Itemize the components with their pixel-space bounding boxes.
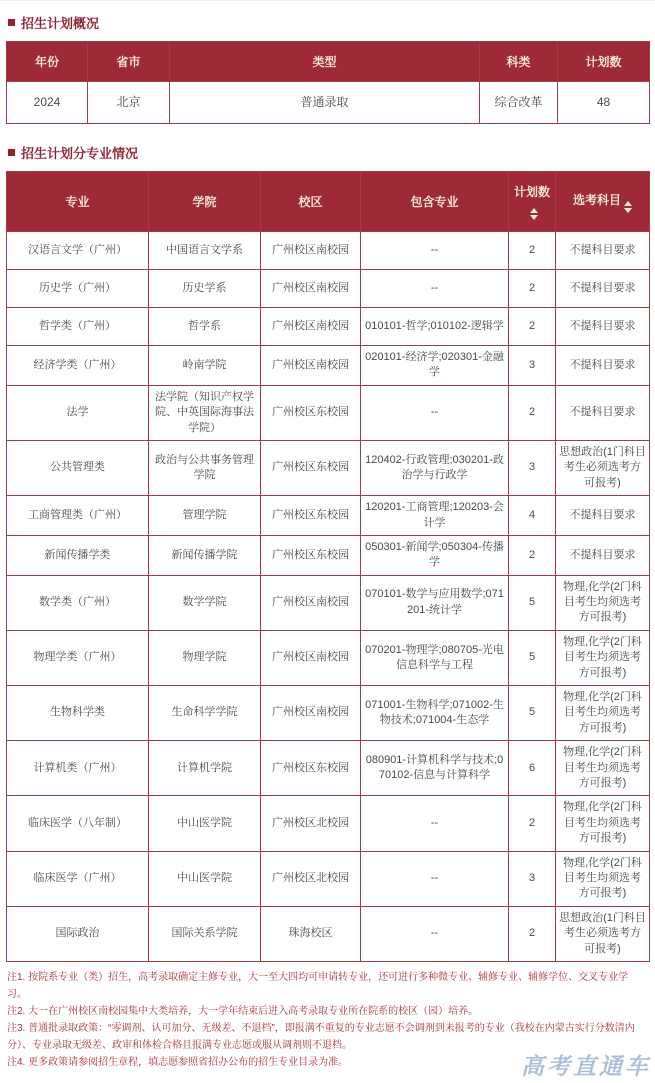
table-cell: 生物科学类: [7, 686, 149, 741]
table-row: [7, 851, 650, 906]
table-cell: 广州校区南校园: [261, 575, 361, 630]
table-cell: 思想政治(1门科目考生必须选考方可报考): [556, 906, 650, 961]
table-row: [7, 346, 650, 386]
table-cell: 广州校区北校园: [261, 796, 361, 851]
table-cell: 广州校区南校园: [261, 686, 361, 741]
footnote-4: 注4. 更多政策请参阅招生章程，填志愿参照省招办公布的招生专业目录为准。: [7, 1056, 349, 1068]
table-cell: 新闻传播学院: [149, 535, 261, 575]
footnotes: [6, 969, 649, 1071]
col-header-exam-subjects-label: 选考科目: [572, 192, 621, 207]
footnote-3: 注3. 普通批录取政策：“零调剂、认可加分、无级差、不退档”，即报满不重复的专业志愿不会调剂到未报考的专业（我校在内蒙古实行分数清内分）、专业录取无级差、政审和体检合格且报满专业志愿或服从调剂则不退档。: [7, 1022, 635, 1051]
table-cell: --: [361, 270, 509, 308]
section-title-overview-text: 招生计划概况: [21, 16, 100, 31]
table-cell: 物理,化学(2门科目考生均须选考方可报考): [556, 851, 650, 906]
table-cell: 政治与公共事务管理学院: [149, 440, 261, 495]
table-cell: 070101-数学与应用数学;071201-统计学: [361, 575, 509, 630]
table-cell: 广州校区东校园: [261, 741, 361, 796]
table-cell: 计算机学院: [149, 741, 261, 796]
col-header-major: 专业: [7, 172, 149, 232]
col-header-college: 学院: [149, 172, 261, 232]
table-cell: 050301-新闻学;050304-传播学: [361, 535, 509, 575]
bullet-square-icon: [8, 149, 15, 156]
col-header-subject-category: 科类: [480, 42, 558, 82]
table-cell: 广州校区北校园: [261, 851, 361, 906]
table-cell: 6: [509, 741, 556, 796]
table-cell: 广州校区东校园: [261, 385, 361, 440]
table-cell: 法学院（知识产权学院、中英国际海事法学院）: [149, 385, 261, 440]
table-cell: --: [361, 385, 509, 440]
table-cell: 广州校区东校园: [261, 496, 361, 536]
table-cell: 中山医学院: [149, 851, 261, 906]
sort-icon: [530, 208, 538, 220]
table-row: [7, 630, 650, 685]
table-cell: 北京: [88, 82, 170, 124]
table-cell: 历史学（广州）: [7, 270, 149, 308]
table-cell: 岭南学院: [149, 346, 261, 386]
table-cell: 2: [509, 385, 556, 440]
table-cell: 物理学院: [149, 630, 261, 685]
table-cell: 070201-物理学;080705-光电信息科学与工程: [361, 630, 509, 685]
table-cell: 2024: [7, 82, 88, 124]
table-cell: 哲学系: [149, 308, 261, 346]
overview-table: [6, 41, 650, 124]
table-cell: 经济学类（广州）: [7, 346, 149, 386]
table-row: [7, 308, 650, 346]
table-cell: 公共管理类: [7, 440, 149, 495]
table-cell: 广州校区南校园: [261, 270, 361, 308]
table-cell: 工商管理类（广州）: [7, 496, 149, 536]
col-header-plan-count-sortable[interactable]: [509, 172, 556, 232]
table-cell: 哲学类（广州）: [7, 308, 149, 346]
table-cell: 3: [509, 440, 556, 495]
table-cell: 中山医学院: [149, 796, 261, 851]
col-header-plan-count: 计划数: [558, 42, 650, 82]
col-header-exam-subjects-sortable[interactable]: [556, 172, 650, 232]
table-cell: 计算机类（广州）: [7, 741, 149, 796]
table-cell: 2: [509, 232, 556, 270]
table-cell: 不提科目要求: [556, 270, 650, 308]
table-row: [7, 385, 650, 440]
table-cell: 广州校区东校园: [261, 535, 361, 575]
table-cell: 国际关系学院: [149, 906, 261, 961]
table-cell: 汉语言文学（广州）: [7, 232, 149, 270]
watermark: 高考直通车: [521, 1052, 651, 1079]
table-row: [7, 741, 650, 796]
table-cell: 2: [509, 308, 556, 346]
col-header-province: 省市: [88, 42, 170, 82]
table-cell: 2: [509, 535, 556, 575]
table-cell: 不提科目要求: [556, 496, 650, 536]
table-row: [7, 270, 650, 308]
table-cell: 珠海校区: [261, 906, 361, 961]
table-cell: 不提科目要求: [556, 385, 650, 440]
table-cell: 国际政治: [7, 906, 149, 961]
table-row: [7, 575, 650, 630]
section-title-majors-text: 招生计划分专业情况: [21, 146, 139, 161]
table-cell: 3: [509, 346, 556, 386]
table-cell: 法学: [7, 385, 149, 440]
majors-table: [6, 171, 650, 962]
table-cell: 120201-工商管理;120203-会计学: [361, 496, 509, 536]
table-cell: 不提科目要求: [556, 346, 650, 386]
table-cell: --: [361, 232, 509, 270]
footnote-2: 注2. 大一在广州校区南校园集中大类培养，大一学年结束后进入高考录取专业所在院系的校区（园）培养。: [7, 1005, 479, 1017]
table-cell: 新闻传播学类: [7, 535, 149, 575]
table-cell: 物理,化学(2门科目考生均须选考方可报考): [556, 741, 650, 796]
table-cell: 120402-行政管理;030201-政治学与行政学: [361, 440, 509, 495]
section-title-overview: [8, 13, 649, 32]
table-cell: 临床医学（八年制）: [7, 796, 149, 851]
table-row: [7, 232, 650, 270]
bullet-square-icon: [8, 19, 15, 26]
table-cell: 5: [509, 686, 556, 741]
table-row: [7, 686, 650, 741]
table-cell: 不提科目要求: [556, 232, 650, 270]
footnote-1: 注1. 按院系专业（类）招生，高考录取确定主修专业，大一至大四均可申请转专业，还可进行多种微专业、辅修专业、辅修学位、交叉专业学习。: [7, 971, 629, 1000]
table-cell: 2: [509, 796, 556, 851]
table-cell: 物理,化学(2门科目考生均须选考方可报考): [556, 575, 650, 630]
table-cell: 010101-哲学;010102-逻辑学: [361, 308, 509, 346]
table-cell: 历史学系: [149, 270, 261, 308]
table-row: [7, 496, 650, 536]
col-header-type: 类型: [170, 42, 480, 82]
table-cell: 020101-经济学;020301-金融学: [361, 346, 509, 386]
table-cell: --: [361, 851, 509, 906]
table-cell: 48: [558, 82, 650, 124]
col-header-included-majors: 包含专业: [361, 172, 509, 232]
table-row: [7, 796, 650, 851]
majors-table-header-row: [7, 172, 650, 232]
section-spacer: [6, 124, 649, 138]
table-cell: 普通录取: [170, 82, 480, 124]
table-cell: 2: [509, 906, 556, 961]
col-header-year: 年份: [7, 42, 88, 82]
overview-table-header-row: [7, 42, 650, 82]
sort-icon: [624, 201, 632, 213]
table-cell: 生命科学学院: [149, 686, 261, 741]
table-cell: 物理学类（广州）: [7, 630, 149, 685]
table-cell: 物理,化学(2门科目考生均须选考方可报考): [556, 630, 650, 685]
table-cell: --: [361, 796, 509, 851]
table-cell: 广州校区南校园: [261, 308, 361, 346]
table-cell: 071001-生物科学;071002-生物技术;071004-生态学: [361, 686, 509, 741]
table-row: [7, 440, 650, 495]
table-cell: 3: [509, 851, 556, 906]
table-cell: 广州校区南校园: [261, 232, 361, 270]
table-cell: 思想政治(1门科目考生必须选考方可报考): [556, 440, 650, 495]
table-row: [7, 82, 650, 124]
table-cell: 综合改革: [480, 82, 558, 124]
table-cell: 临床医学（广州）: [7, 851, 149, 906]
table-cell: 中国语言文学系: [149, 232, 261, 270]
table-cell: 4: [509, 496, 556, 536]
table-cell: 080901-计算机科学与技术;070102-信息与计算科学: [361, 741, 509, 796]
table-row: [7, 906, 650, 961]
table-cell: 物理,化学(2门科目考生均须选考方可报考): [556, 796, 650, 851]
table-cell: 物理,化学(2门科目考生均须选考方可报考): [556, 686, 650, 741]
table-cell: --: [361, 906, 509, 961]
table-cell: 广州校区南校园: [261, 630, 361, 685]
table-cell: 数学类（广州）: [7, 575, 149, 630]
table-cell: 5: [509, 575, 556, 630]
col-header-campus: 校区: [261, 172, 361, 232]
table-row: [7, 535, 650, 575]
table-cell: 5: [509, 630, 556, 685]
section-title-majors: [8, 143, 649, 162]
table-cell: 广州校区东校园: [261, 440, 361, 495]
table-cell: 2: [509, 270, 556, 308]
table-cell: 不提科目要求: [556, 308, 650, 346]
table-cell: 管理学院: [149, 496, 261, 536]
table-cell: 数学学院: [149, 575, 261, 630]
col-header-plan-count-label: 计划数: [513, 185, 550, 199]
table-cell: 广州校区南校园: [261, 346, 361, 386]
table-cell: 不提科目要求: [556, 535, 650, 575]
